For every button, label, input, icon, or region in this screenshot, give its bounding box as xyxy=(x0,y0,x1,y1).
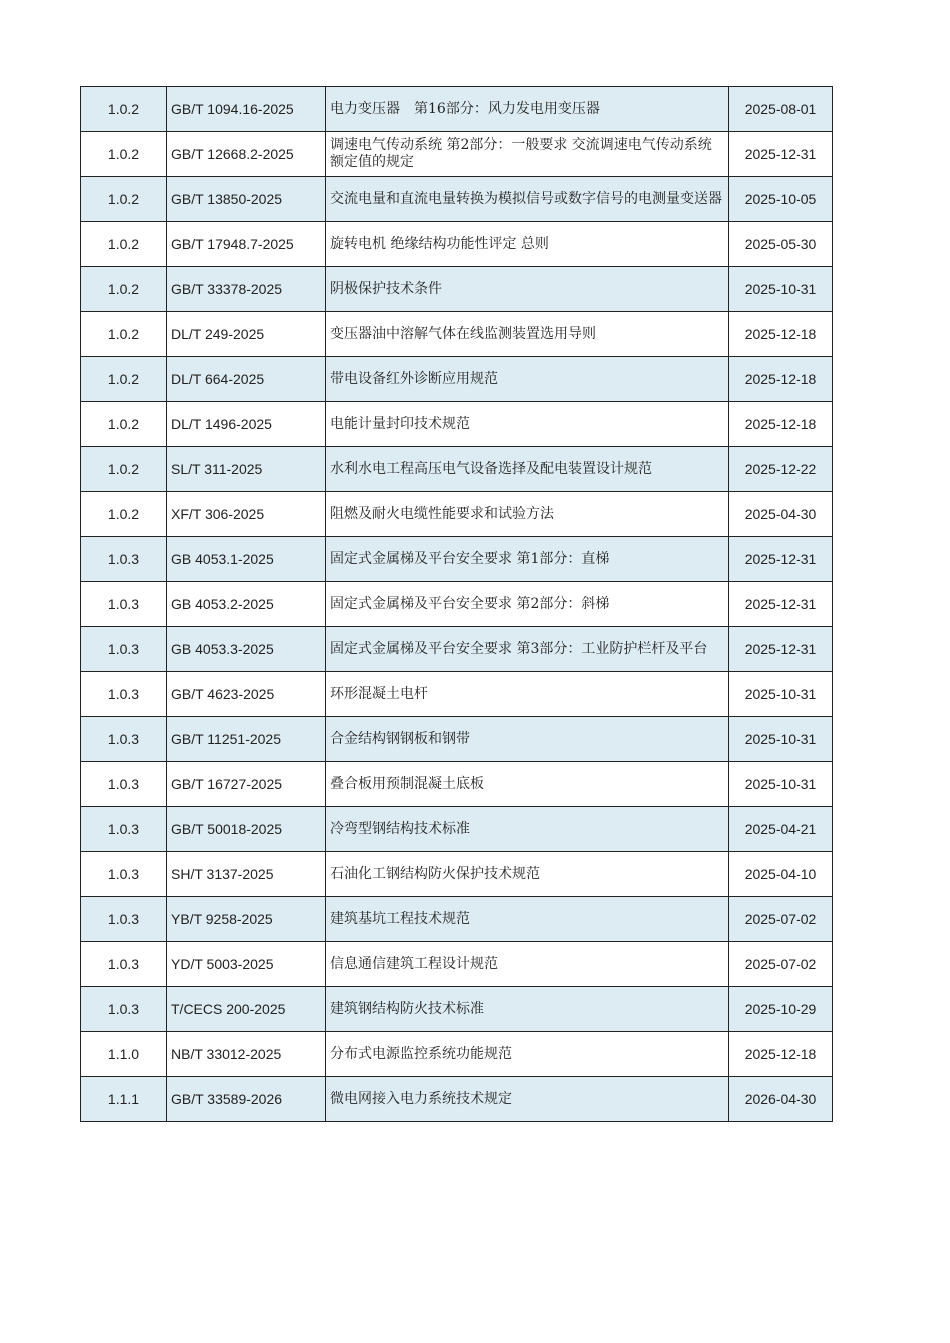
standard-code-cell: YD/T 5003-2025 xyxy=(167,942,326,987)
category-cell: 1.0.2 xyxy=(81,447,167,492)
table-row xyxy=(81,447,833,492)
standard-code-cell: GB 4053.3-2025 xyxy=(167,627,326,672)
standard-title-cell: 叠合板用预制混凝土底板 xyxy=(326,762,729,807)
category-cell: 1.0.2 xyxy=(81,267,167,312)
standard-title-cell: 阻燃及耐火电缆性能要求和试验方法 xyxy=(326,492,729,537)
standard-code-cell: GB 4053.1-2025 xyxy=(167,537,326,582)
effective-date-cell: 2025-12-18 xyxy=(729,357,833,402)
table-row xyxy=(81,897,833,942)
effective-date-cell: 2025-10-31 xyxy=(729,762,833,807)
table-row xyxy=(81,87,833,132)
standard-title-cell: 水利水电工程高压电气设备选择及配电装置设计规范 xyxy=(326,447,729,492)
standard-code-cell: GB/T 4623-2025 xyxy=(167,672,326,717)
table-row xyxy=(81,582,833,627)
table-row xyxy=(81,267,833,312)
standard-title-cell: 固定式金属梯及平台安全要求 第3部分：工业防护栏杆及平台 xyxy=(326,627,729,672)
standard-title-cell: 带电设备红外诊断应用规范 xyxy=(326,357,729,402)
effective-date-cell: 2025-04-10 xyxy=(729,852,833,897)
effective-date-cell: 2025-12-18 xyxy=(729,1032,833,1077)
effective-date-cell: 2025-07-02 xyxy=(729,942,833,987)
table-row xyxy=(81,762,833,807)
category-cell: 1.0.3 xyxy=(81,942,167,987)
table-row xyxy=(81,672,833,717)
table-row xyxy=(81,312,833,357)
effective-date-cell: 2025-12-18 xyxy=(729,402,833,447)
standard-code-cell: GB 4053.2-2025 xyxy=(167,582,326,627)
category-cell: 1.0.2 xyxy=(81,177,167,222)
standard-title-cell: 阴极保护技术条件 xyxy=(326,267,729,312)
standard-title-cell: 环形混凝土电杆 xyxy=(326,672,729,717)
effective-date-cell: 2025-12-22 xyxy=(729,447,833,492)
table-row xyxy=(81,357,833,402)
standard-title-cell: 交流电量和直流电量转换为模拟信号或数字信号的电测量变送器 xyxy=(326,177,729,222)
standard-code-cell: YB/T 9258-2025 xyxy=(167,897,326,942)
standard-title-cell: 冷弯型钢结构技术标准 xyxy=(326,807,729,852)
effective-date-cell: 2025-10-31 xyxy=(729,267,833,312)
table-row xyxy=(81,627,833,672)
effective-date-cell: 2025-08-01 xyxy=(729,87,833,132)
standard-title-cell: 合金结构钢钢板和钢带 xyxy=(326,717,729,762)
standard-title-cell: 固定式金属梯及平台安全要求 第1部分：直梯 xyxy=(326,537,729,582)
category-cell: 1.0.3 xyxy=(81,537,167,582)
category-cell: 1.0.2 xyxy=(81,402,167,447)
standard-code-cell: GB/T 16727-2025 xyxy=(167,762,326,807)
effective-date-cell: 2025-12-18 xyxy=(729,312,833,357)
standards-table xyxy=(80,86,833,1122)
standard-title-cell: 调速电气传动系统 第2部分：一般要求 交流调速电气传动系统额定值的规定 xyxy=(326,132,729,177)
table-row xyxy=(81,537,833,582)
table-row xyxy=(81,807,833,852)
standard-code-cell: DL/T 664-2025 xyxy=(167,357,326,402)
effective-date-cell: 2025-12-31 xyxy=(729,627,833,672)
standard-title-cell: 电能计量封印技术规范 xyxy=(326,402,729,447)
category-cell: 1.0.2 xyxy=(81,87,167,132)
effective-date-cell: 2025-12-31 xyxy=(729,132,833,177)
effective-date-cell: 2025-10-31 xyxy=(729,717,833,762)
standard-code-cell: NB/T 33012-2025 xyxy=(167,1032,326,1077)
table-row xyxy=(81,222,833,267)
standard-code-cell: SL/T 311-2025 xyxy=(167,447,326,492)
standard-title-cell: 电力变压器 第16部分：风力发电用变压器 xyxy=(326,87,729,132)
standard-title-cell: 旋转电机 绝缘结构功能性评定 总则 xyxy=(326,222,729,267)
standard-code-cell: GB/T 33378-2025 xyxy=(167,267,326,312)
table-row xyxy=(81,132,833,177)
effective-date-cell: 2025-10-31 xyxy=(729,672,833,717)
effective-date-cell: 2025-05-30 xyxy=(729,222,833,267)
standard-code-cell: T/CECS 200-2025 xyxy=(167,987,326,1032)
standard-code-cell: GB/T 33589-2026 xyxy=(167,1077,326,1122)
table-row xyxy=(81,177,833,222)
category-cell: 1.0.2 xyxy=(81,222,167,267)
category-cell: 1.0.3 xyxy=(81,807,167,852)
category-cell: 1.0.3 xyxy=(81,672,167,717)
standard-code-cell: SH/T 3137-2025 xyxy=(167,852,326,897)
standard-code-cell: GB/T 11251-2025 xyxy=(167,717,326,762)
category-cell: 1.0.3 xyxy=(81,762,167,807)
category-cell: 1.0.3 xyxy=(81,852,167,897)
category-cell: 1.1.0 xyxy=(81,1032,167,1077)
standard-code-cell: GB/T 13850-2025 xyxy=(167,177,326,222)
category-cell: 1.0.2 xyxy=(81,357,167,402)
standard-code-cell: GB/T 1094.16-2025 xyxy=(167,87,326,132)
table-row xyxy=(81,1077,833,1122)
standard-title-cell: 建筑钢结构防火技术标准 xyxy=(326,987,729,1032)
effective-date-cell: 2025-12-31 xyxy=(729,537,833,582)
table-row xyxy=(81,1032,833,1077)
effective-date-cell: 2025-07-02 xyxy=(729,897,833,942)
table-row xyxy=(81,987,833,1032)
standard-title-cell: 信息通信建筑工程设计规范 xyxy=(326,942,729,987)
table-row xyxy=(81,942,833,987)
effective-date-cell: 2025-04-30 xyxy=(729,492,833,537)
table-row xyxy=(81,402,833,447)
effective-date-cell: 2025-12-31 xyxy=(729,582,833,627)
standard-title-cell: 固定式金属梯及平台安全要求 第2部分：斜梯 xyxy=(326,582,729,627)
category-cell: 1.0.3 xyxy=(81,987,167,1032)
effective-date-cell: 2025-04-21 xyxy=(729,807,833,852)
standard-title-cell: 微电网接入电力系统技术规定 xyxy=(326,1077,729,1122)
standard-code-cell: XF/T 306-2025 xyxy=(167,492,326,537)
effective-date-cell: 2026-04-30 xyxy=(729,1077,833,1122)
standard-title-cell: 石油化工钢结构防火保护技术规范 xyxy=(326,852,729,897)
category-cell: 1.0.2 xyxy=(81,312,167,357)
standard-title-cell: 建筑基坑工程技术规范 xyxy=(326,897,729,942)
category-cell: 1.0.3 xyxy=(81,627,167,672)
category-cell: 1.1.1 xyxy=(81,1077,167,1122)
category-cell: 1.0.2 xyxy=(81,492,167,537)
table-row xyxy=(81,492,833,537)
table-row xyxy=(81,717,833,762)
standard-code-cell: GB/T 12668.2-2025 xyxy=(167,132,326,177)
category-cell: 1.0.3 xyxy=(81,717,167,762)
category-cell: 1.0.3 xyxy=(81,897,167,942)
standard-code-cell: GB/T 50018-2025 xyxy=(167,807,326,852)
table-row xyxy=(81,852,833,897)
category-cell: 1.0.2 xyxy=(81,132,167,177)
standards-table-body xyxy=(81,87,833,1122)
standard-code-cell: GB/T 17948.7-2025 xyxy=(167,222,326,267)
standard-title-cell: 分布式电源监控系统功能规范 xyxy=(326,1032,729,1077)
effective-date-cell: 2025-10-29 xyxy=(729,987,833,1032)
category-cell: 1.0.3 xyxy=(81,582,167,627)
standard-code-cell: DL/T 249-2025 xyxy=(167,312,326,357)
effective-date-cell: 2025-10-05 xyxy=(729,177,833,222)
standard-title-cell: 变压器油中溶解气体在线监测装置选用导则 xyxy=(326,312,729,357)
standard-code-cell: DL/T 1496-2025 xyxy=(167,402,326,447)
